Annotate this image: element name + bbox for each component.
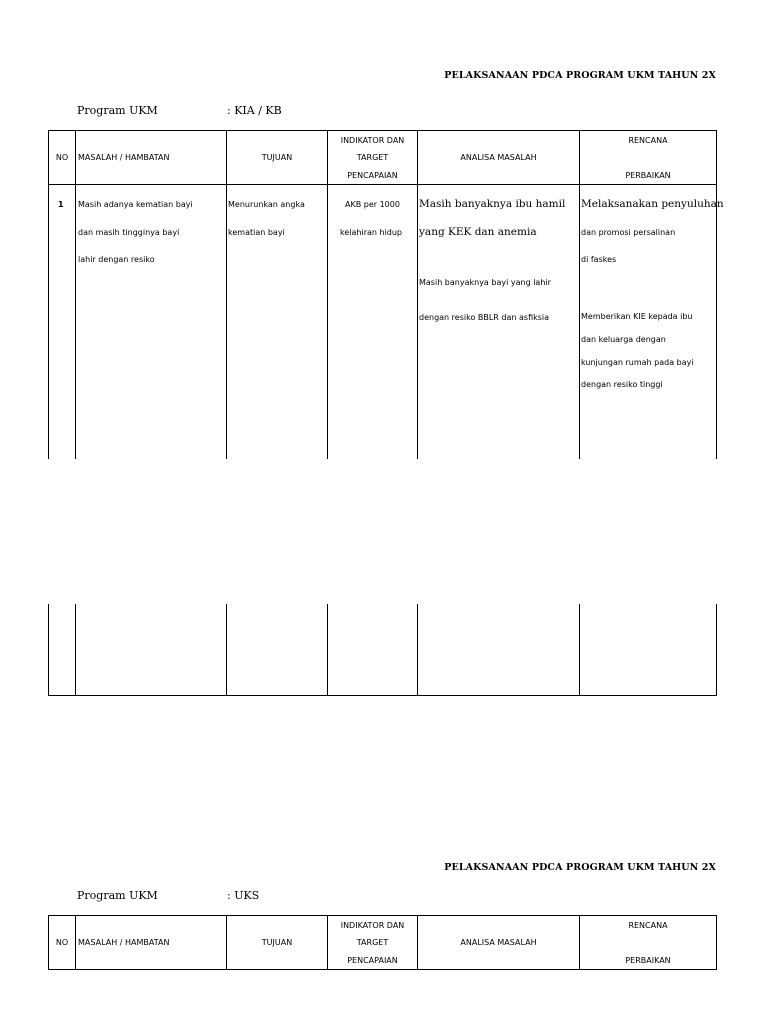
header-indikator-line2: TARGET (356, 938, 389, 947)
header-no: NO (49, 131, 76, 185)
header-masalah: MASALAH / HAMBATAN (76, 131, 227, 185)
page-title: PELAKSANAAN PDCA PROGRAM UKM TAHUN 2X (444, 862, 716, 873)
header-indikator-line3: PENCAPAIAN (347, 955, 398, 965)
rencana-line: kunjungan rumah pada bayi (581, 358, 694, 367)
col-divider (226, 183, 227, 459)
header-rencana-line2: PERBAIKAN (625, 955, 671, 965)
analisa-line: Masih banyaknya ibu hamil (419, 198, 566, 210)
header-analisa: ANALISA MASALAH (418, 916, 580, 970)
program-label: Program UKM (77, 104, 158, 117)
rencana-line: Melaksanakan penyuluhan (581, 198, 724, 210)
rencana-line: Memberikan KIE kepada ibu (581, 312, 693, 321)
header-no: NO (49, 916, 76, 970)
col-divider (327, 604, 328, 696)
col-divider (579, 604, 580, 696)
table-border-right (716, 183, 717, 459)
rencana-line: dan keluarga dengan (581, 335, 666, 344)
table-border-left (48, 604, 49, 696)
analisa-line: Masih banyaknya bayi yang lahir (419, 278, 551, 287)
table-border-left (48, 183, 49, 459)
col-divider (417, 604, 418, 696)
table-border-right (716, 604, 717, 696)
program-value: : UKS (227, 889, 260, 902)
header-rencana-line1: RENCANA (628, 135, 668, 145)
row-number: 1 (58, 200, 64, 209)
col-divider (327, 183, 328, 459)
header-masalah: MASALAH / HAMBATAN (76, 916, 227, 970)
header-indikator-line1: INDIKATOR DAN (340, 135, 405, 145)
rencana-line: dengan resiko tinggi (581, 380, 663, 389)
col-divider (417, 183, 418, 459)
tujuan-line: kematian bayi (228, 228, 285, 237)
header-indikator-line2: TARGET (356, 153, 389, 162)
indikator-line: AKB per 1000 (345, 200, 400, 209)
header-rencana-line1: RENCANA (628, 920, 668, 930)
rencana-line: dan promosi persalinan (581, 228, 676, 237)
table-border-bottom (48, 695, 717, 696)
header-tujuan: TUJUAN (227, 916, 328, 970)
program-label: Program UKM (77, 889, 158, 902)
tujuan-line: Menurunkan angka (228, 200, 305, 209)
pdca-table-header (48, 130, 717, 185)
masalah-line: lahir dengan resiko (78, 255, 155, 264)
program-value: : KIA / KB (227, 104, 282, 117)
analisa-line: yang KEK dan anemia (419, 226, 537, 238)
masalah-line: Masih adanya kematian bayi (78, 200, 193, 209)
header-indikator (328, 916, 418, 970)
header-indikator (328, 131, 418, 185)
masalah-line: dan masih tingginya bayi (78, 228, 180, 237)
pdca-table-header (48, 915, 717, 970)
indikator-line: kelahiran hidup (340, 228, 403, 237)
page-title: PELAKSANAAN PDCA PROGRAM UKM TAHUN 2X (444, 70, 716, 81)
header-rencana (580, 916, 717, 970)
header-rencana-line2: PERBAIKAN (625, 170, 671, 180)
header-rencana (580, 131, 717, 185)
header-indikator-line1: INDIKATOR DAN (340, 920, 405, 930)
header-tujuan: TUJUAN (227, 131, 328, 185)
col-divider (226, 604, 227, 696)
col-divider (75, 604, 76, 696)
col-divider (579, 183, 580, 459)
analisa-line: dengan resiko BBLR dan asfiksia (419, 313, 550, 322)
header-indikator-line3: PENCAPAIAN (347, 170, 398, 180)
col-divider (75, 183, 76, 459)
rencana-line: di faskes (581, 255, 617, 264)
header-analisa: ANALISA MASALAH (418, 131, 580, 185)
